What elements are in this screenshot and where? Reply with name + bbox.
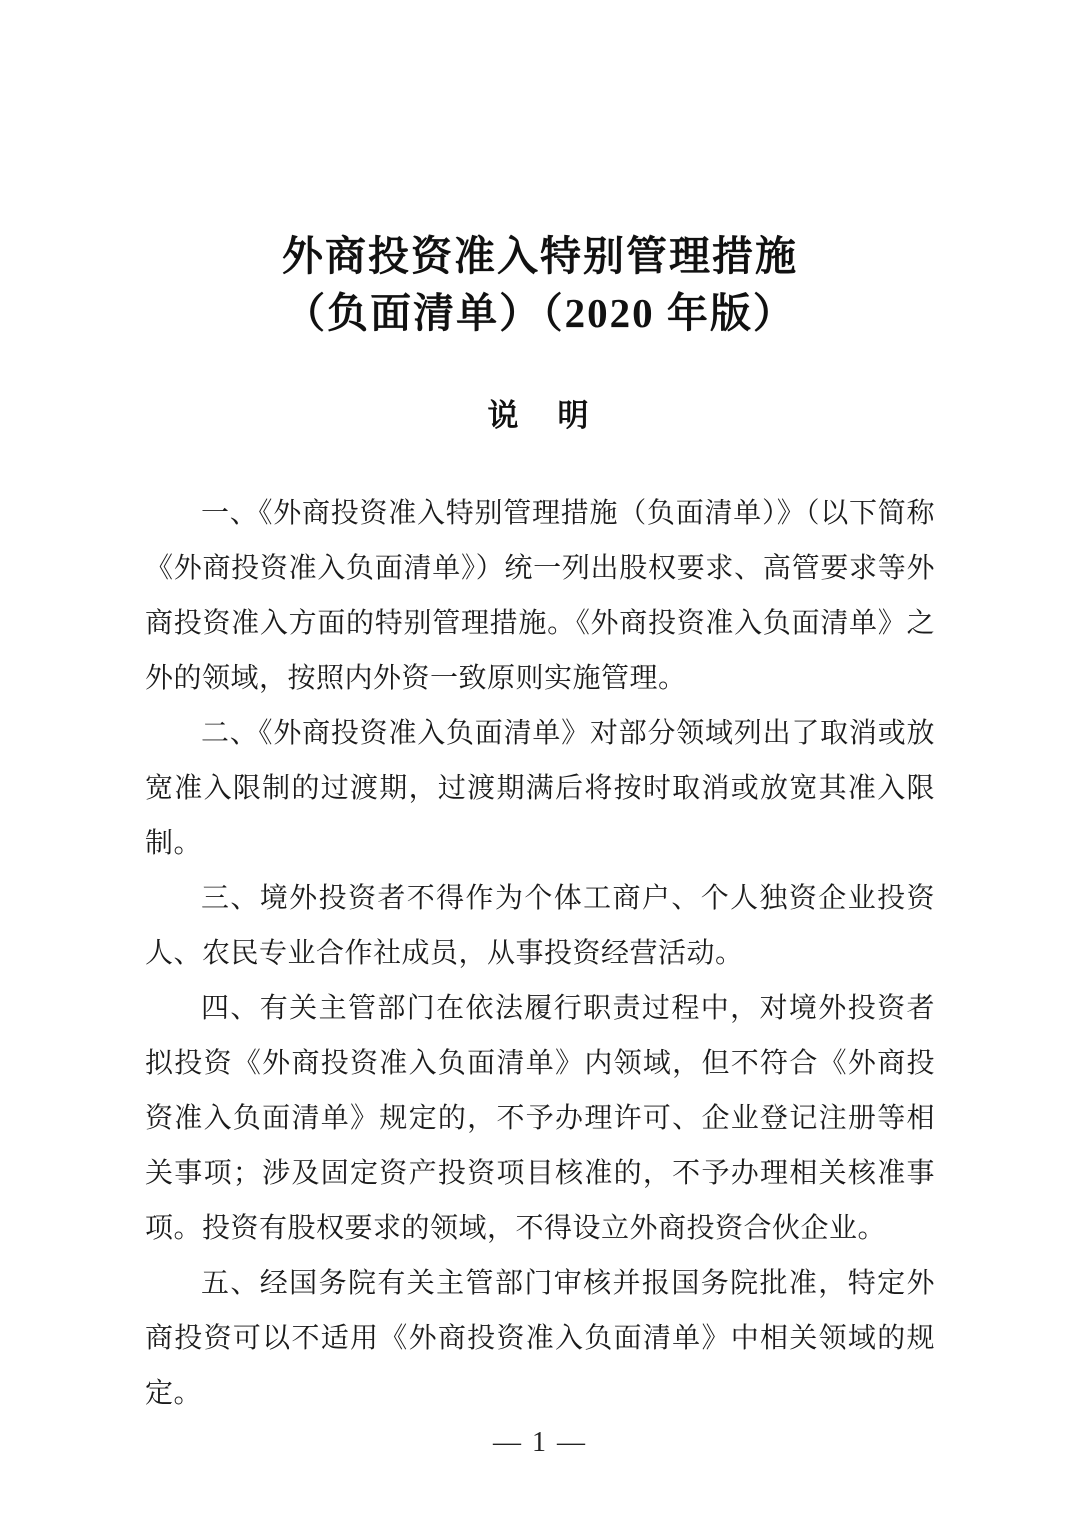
document-title bbox=[145, 228, 935, 342]
paragraph-2: 二、《外商投资准入负面清单》对部分领域列出了取消或放宽准入限制的过渡期，过渡期满后将按时取消或放宽其准入限制。 bbox=[145, 718, 935, 859]
document-title-line-1: 外商投资准入特别管理措施 bbox=[282, 233, 798, 279]
document-body bbox=[145, 486, 935, 1421]
paragraph-4: 四、有关主管部门在依法履行职责过程中，对境外投资者拟投资《外商投资准入负面清单》内领域，但不符合《外商投资准入负面清单》规定的，不予办理许可、企业登记注册等相关事项；涉及固定资产投资项目核准的，不予办理相关核准事项。投资有股权要求的领域，不得设立外商投资合伙企业。 bbox=[145, 993, 935, 1244]
paragraph-1: 一、《外商投资准入特别管理措施（负面清单）》（以下简称《外商投资准入负面清单》）统一列出股权要求、高管要求等外商投资准入方面的特别管理措施。《外商投资准入负面清单》之外的领域，按照内外资一致原则实施管理。 bbox=[145, 498, 935, 694]
document-title-line-2: （负面清单）（2020 年版） bbox=[284, 290, 796, 336]
section-heading: 说 明 bbox=[487, 398, 593, 433]
paragraph-5: 五、经国务院有关主管部门审核并报国务院批准，特定外商投资可以不适用《外商投资准入负面清单》中相关领域的规定。 bbox=[145, 1268, 935, 1409]
page-number: — 1 — bbox=[493, 1427, 587, 1458]
paragraph-3: 三、境外投资者不得作为个体工商户、个人独资企业投资人、农民专业合作社成员，从事投资经营活动。 bbox=[145, 883, 935, 969]
